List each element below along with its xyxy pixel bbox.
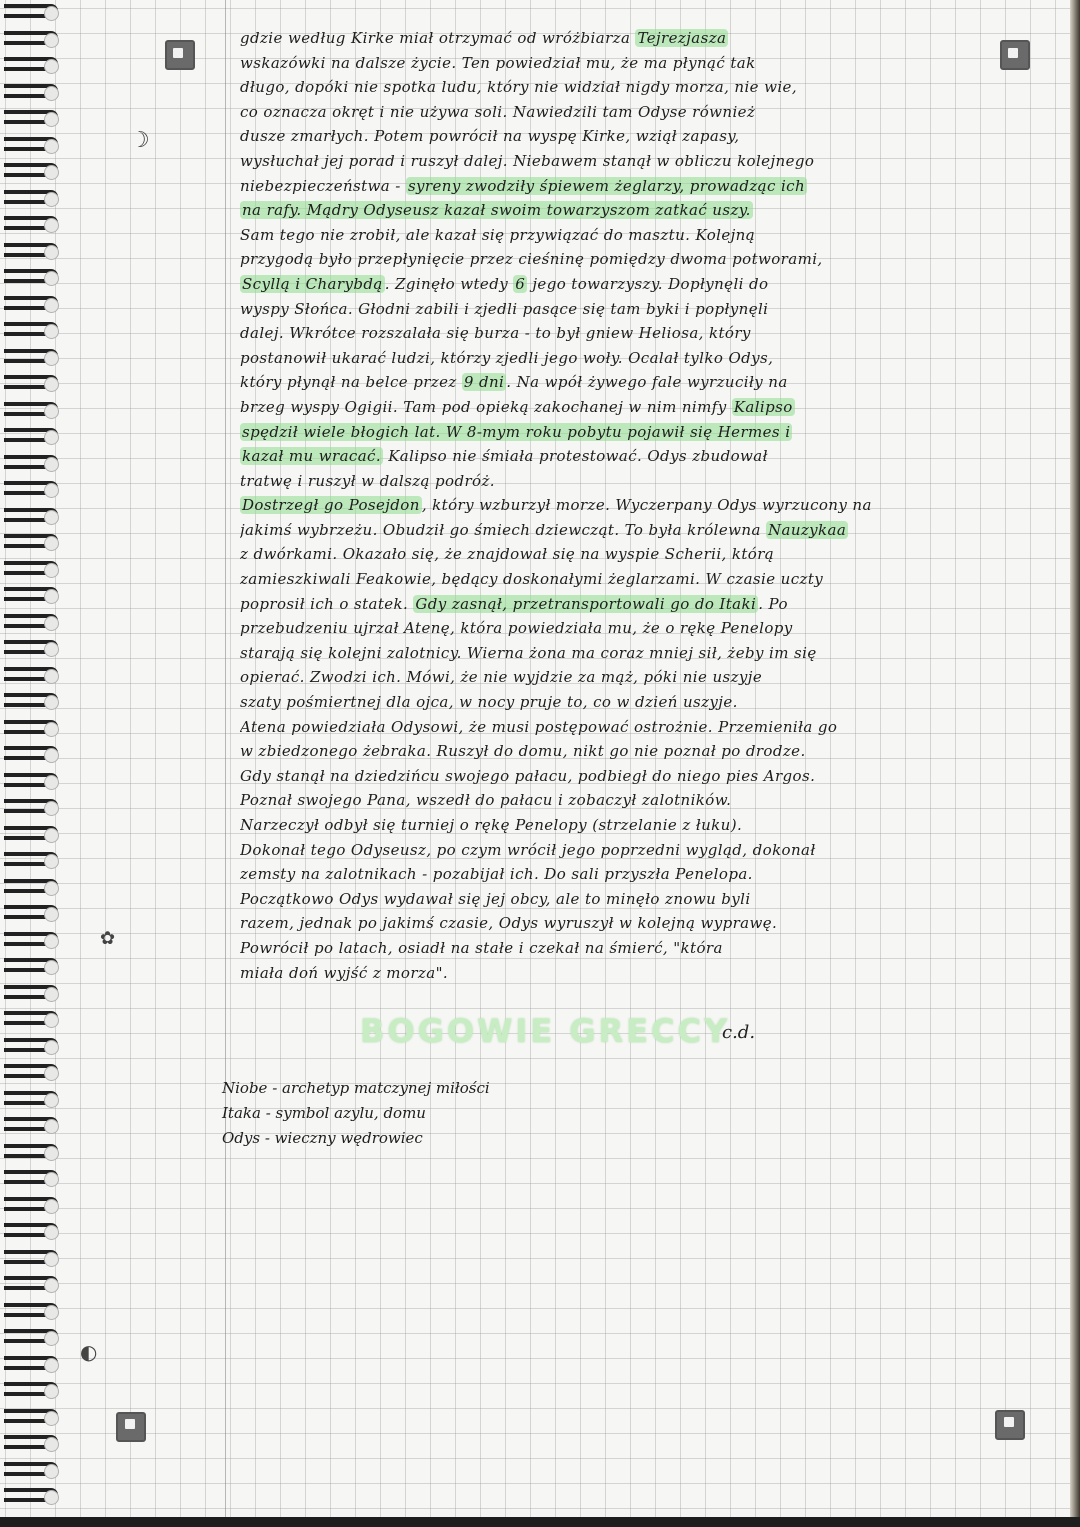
text-segment: dusze zmarłych. Potem powrócił na wyspę Kirke, wziął zapasy,: [240, 127, 740, 146]
binding-hole: [44, 245, 59, 260]
text-line: [240, 911, 1040, 936]
binding-hole: [44, 934, 59, 949]
binding-hole: [44, 112, 59, 127]
text-line: [240, 616, 1040, 641]
binding-hole: [44, 881, 59, 896]
text-line: [240, 592, 1040, 617]
binding-hole: [44, 563, 59, 578]
text-line: [240, 297, 1040, 322]
text-line: [240, 788, 1040, 813]
heading-note: c.d.: [722, 1022, 756, 1043]
binding-hole: [44, 510, 59, 525]
text-line: [240, 715, 1040, 740]
binding-hole: [44, 828, 59, 843]
text-line: [240, 887, 1040, 912]
text-segment: wskazówki na dalsze życie. Ten powiedział mu, że ma płynąć tak: [240, 53, 756, 72]
text-line: [240, 346, 1040, 371]
binding-hole: [44, 907, 59, 922]
binding-hole: [44, 1093, 59, 1108]
binding-hole: [44, 404, 59, 419]
text-line: [240, 395, 1040, 420]
text-segment: jakimś wybrzeżu. Obudził go śmiech dziewcząt. To była królewna: [240, 520, 766, 539]
binding-hole: [44, 1040, 59, 1055]
text-line: [240, 420, 1040, 445]
text-segment: przebudzeniu ujrzał Atenę, która powiedziała mu, że o rękę Penelopy: [240, 619, 793, 638]
binding-hole: [44, 536, 59, 551]
highlighted-text: spędził wiele błogich lat. W 8-mym roku pobytu pojawił się Hermes i: [242, 422, 791, 441]
binding-hole: [44, 775, 59, 790]
binding-hole: [44, 86, 59, 101]
text-segment: przygodą było przepłynięcie przez cieśninę pomiędzy dwoma potworami,: [240, 250, 823, 269]
text-segment: tratwę i ruszył w dalszą podróż.: [240, 471, 495, 490]
binding-hole: [44, 1013, 59, 1028]
text-segment: szaty pośmiertnej dla ojca, w nocy pruje to, co w dzień uszyje.: [240, 693, 738, 712]
binding-hole: [44, 801, 59, 816]
highlighted-text: syreny zwodziły śpiewem żeglarzy, prowadząc ich: [407, 176, 806, 195]
text-segment: razem, jednak po jakimś czasie, Odys wyruszył w kolejną wyprawę.: [240, 914, 778, 933]
text-segment: zamieszkiwali Feakowie, będący doskonałymi żeglarzami. W czasie uczty: [240, 570, 824, 589]
text-segment: Początkowo Odys wydawał się jej obcy, ale to minęło znowu byli: [240, 889, 751, 908]
text-segment: Kalipso nie śmiała protestować. Odys zbudował: [383, 447, 768, 466]
text-segment: Dokonał tego Odyseusz, po czym wrócił jego poprzedni wygląd, dokonał: [240, 840, 816, 859]
text-segment: gdzie według Kirke miał otrzymać od wróżbiarza: [240, 29, 636, 47]
binding-hole: [44, 165, 59, 180]
binding-hole: [44, 1490, 59, 1505]
page-edge-shadow: [0, 1517, 1080, 1527]
text-segment: wysłuchał jej porad i ruszył dalej. Niebawem stanął w obliczu kolejnego: [240, 151, 815, 170]
binding-hole: [44, 1464, 59, 1479]
binding-hole: [44, 377, 59, 392]
text-segment: który płynął na belce przez: [240, 373, 462, 392]
binding-hole: [44, 695, 59, 710]
binding-hole: [44, 33, 59, 48]
highlighted-text: na rafy. Mądry Odyseusz kazał swoim towarzyszom zatkać uszy.: [242, 201, 751, 220]
text-segment: opierać. Zwodzi ich. Mówi, że nie wyjdzie za mąż, póki nie uszyje: [240, 668, 763, 687]
text-line: [240, 26, 1040, 51]
binding-hole: [44, 139, 59, 154]
text-segment: Atena powiedziała Odysowi, że musi postępować ostrożnie. Przemieniła go: [240, 717, 838, 736]
binding-hole: [44, 483, 59, 498]
highlighted-text: Kalipso: [733, 397, 793, 416]
binding-hole: [44, 1172, 59, 1187]
binding-hole: [44, 1437, 59, 1452]
text-line: [240, 321, 1040, 346]
binding-hole: [44, 748, 59, 763]
binding-hole: [44, 1384, 59, 1399]
text-line: [240, 272, 1040, 297]
margin-line: [225, 0, 226, 1520]
text-line: [240, 149, 1040, 174]
text-line: [240, 838, 1040, 863]
text-line: [240, 936, 1040, 961]
text-line: [240, 567, 1040, 592]
text-segment: co oznacza okręt i nie używa soli. Nawiedzili tam Odyse również: [240, 102, 756, 121]
binding-hole: [44, 271, 59, 286]
binding-hole: [44, 616, 59, 631]
text-segment: miała doń wyjść z morza".: [240, 963, 449, 982]
binding-hole: [44, 324, 59, 339]
text-segment: . Na wpół żywego fale wyrzuciły na: [506, 373, 788, 392]
binding-hole: [44, 430, 59, 445]
text-line: [240, 518, 1040, 543]
binding-hole: [44, 192, 59, 207]
text-segment: poprosił ich o statek.: [240, 594, 414, 613]
binding-hole: [44, 960, 59, 975]
binding-hole: [44, 589, 59, 604]
text-segment: postanowił ukarać ludzi, którzy zjedli jego woły. Ocalał tylko Odys,: [240, 348, 774, 367]
text-line: [240, 764, 1040, 789]
text-segment: Powrócił po latach, osiadł na stałe i czekał na śmierć, "która: [240, 938, 723, 957]
text-segment: starają się kolejni zalotnicy. Wierna żona ma coraz mniej sił, żeby im się: [240, 643, 817, 662]
text-line: [240, 198, 1040, 223]
binding-hole: [44, 1278, 59, 1293]
note-item: Niobe - archetyp matczynej miłości: [222, 1079, 490, 1097]
binding-hole: [44, 218, 59, 233]
corner-bracket-icon: [116, 1412, 146, 1442]
handwritten-text: [240, 26, 1040, 985]
text-segment: . Zginęło wtedy: [384, 274, 514, 293]
text-segment: w zbiedzonego żebraka. Ruszył do domu, nikt go nie poznał po drodze.: [240, 742, 806, 761]
text-segment: , który wzburzył morze. Wyczerpany Odys wyrzucony na: [421, 496, 872, 515]
text-segment: dalej. Wkrótce rozszalała się burza - to był gniew Heliosa, który: [240, 324, 751, 343]
binding-hole: [44, 298, 59, 313]
paper-mark-icon: ◐: [80, 1340, 98, 1364]
text-segment: Sam tego nie zrobił, ale kazał się przywiązać do masztu. Kolejną: [240, 225, 756, 244]
text-line: [240, 51, 1040, 76]
text-line: [240, 665, 1040, 690]
binding-hole: [44, 1252, 59, 1267]
text-segment: długo, dopóki nie spotka ludu, który nie widział nigdy morza, nie wie,: [240, 78, 798, 97]
text-line: [240, 641, 1040, 666]
binding-hole: [44, 59, 59, 74]
text-line: [240, 862, 1040, 887]
highlighted-text: Nauzykaa: [767, 520, 847, 539]
binding-hole: [44, 6, 59, 21]
binding-hole: [44, 669, 59, 684]
binding-hole: [44, 351, 59, 366]
highlighted-text: kazał mu wracać.: [242, 447, 382, 466]
text-segment: . Po: [758, 594, 788, 613]
text-line: [240, 100, 1040, 125]
text-line: [240, 223, 1040, 248]
spiral-binding: [0, 0, 70, 1520]
text-line: [240, 690, 1040, 715]
binding-hole: [44, 1119, 59, 1134]
binding-hole: [44, 457, 59, 472]
binding-hole: [44, 987, 59, 1002]
binding-hole: [44, 1225, 59, 1240]
binding-hole: [44, 1331, 59, 1346]
text-line: [240, 370, 1040, 395]
corner-bracket-icon: [165, 40, 195, 70]
text-segment: Narzeczył odbył się turniej o rękę Penelopy (strzelanie z łuku).: [240, 816, 743, 834]
highlighted-text: Scyllą i Charybdą: [242, 274, 383, 293]
text-line: [240, 444, 1040, 469]
text-segment: brzeg wyspy Ogigii. Tam pod opieką zakochanej w nim nimfy: [240, 397, 732, 416]
notes-list: [222, 1076, 490, 1151]
binding-hole: [44, 1146, 59, 1161]
text-line: [240, 174, 1040, 199]
text-segment: Poznał swojego Pana, wszedł do pałacu i zobaczył zalotników.: [240, 791, 732, 810]
text-segment: jego towarzyszy. Dopłynęli do: [527, 274, 769, 293]
text-segment: Gdy stanął na dziedzińcu swojego pałacu, podbiegł do niego pies Argos.: [240, 766, 816, 785]
text-line: [240, 75, 1040, 100]
text-line: [240, 469, 1040, 494]
highlighted-text: Gdy zasnął, przetransportowali go do Itaki: [415, 594, 757, 613]
paper-mark-icon: ☽: [130, 128, 150, 153]
corner-bracket-icon: [995, 1410, 1025, 1440]
text-segment: zemsty na zalotnikach - pozabijał ich. Do sali przyszła Penelopa.: [240, 865, 753, 884]
binding-hole: [44, 1199, 59, 1214]
binding-hole: [44, 1066, 59, 1081]
text-segment: niebezpieczeństwa -: [240, 176, 406, 195]
binding-hole: [44, 1358, 59, 1373]
note-item: Itaka - symbol azylu, domu: [222, 1104, 426, 1122]
binding-hole: [44, 1305, 59, 1320]
highlighted-text: 9 dni: [463, 373, 505, 392]
paper-mark-icon: ✿: [100, 928, 116, 949]
text-line: [240, 542, 1040, 567]
text-line: [240, 247, 1040, 272]
text-line: [240, 124, 1040, 149]
text-segment: wyspy Słońca. Głodni zabili i zjedli pasące się tam byki i popłynęli: [240, 299, 769, 318]
page-edge-shadow: [1070, 0, 1080, 1527]
text-line: [240, 813, 1040, 838]
highlighted-text: 6: [515, 274, 526, 293]
text-line: [240, 493, 1040, 518]
binding-hole: [44, 642, 59, 657]
text-line: [240, 739, 1040, 764]
binding-hole: [44, 722, 59, 737]
text-line: [240, 961, 1040, 986]
note-item: Odys - wieczny wędrowiec: [222, 1129, 423, 1147]
highlighted-text: Tejrezjasza: [637, 29, 727, 47]
binding-hole: [44, 1411, 59, 1426]
text-segment: z dwórkami. Okazało się, że znajdował się na wyspie Scherii, którą: [240, 545, 775, 564]
section-heading: BOGOWIE GRECCY: [360, 1012, 731, 1050]
binding-hole: [44, 854, 59, 869]
highlighted-text: Dostrzegł go Posejdon: [242, 496, 420, 515]
